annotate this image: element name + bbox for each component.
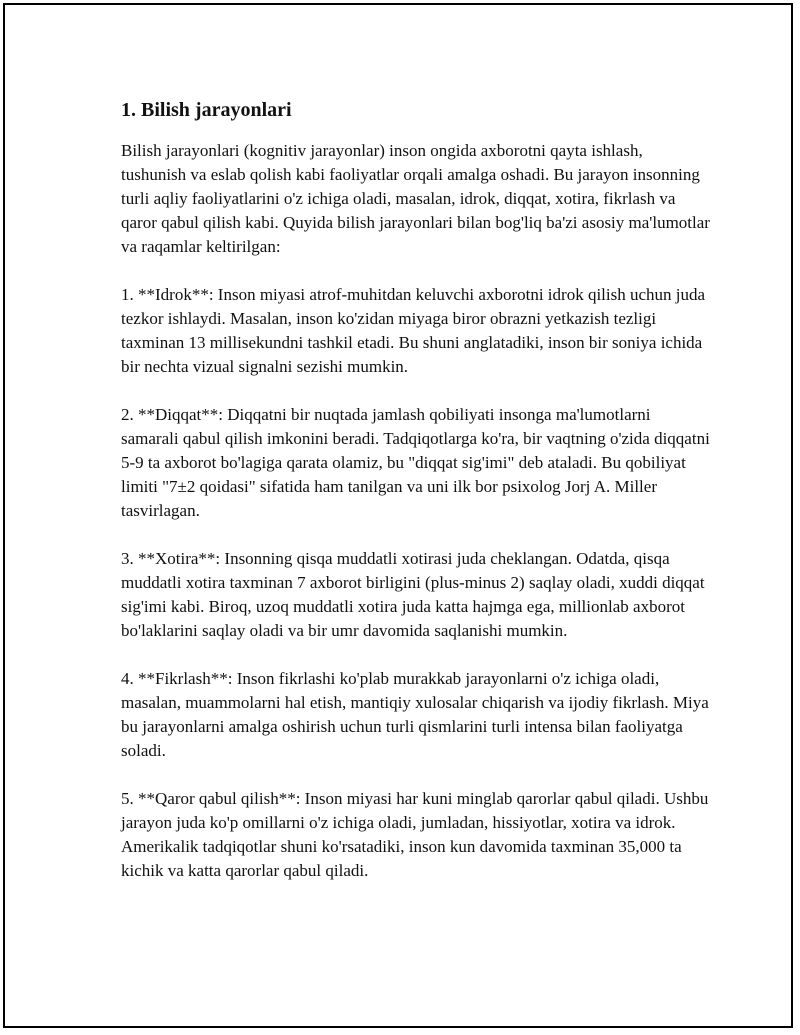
intro-paragraph: Bilish jarayonlari (kognitiv jarayonlar) inson ongida axborotni qayta ishlash, tushunish va eslab qolish kabi faoliyatlar orqali amalga oshadi. Bu jarayon insonning turli aqliy faoliyatlarini o'z ichiga oladi, masalan, idrok, diqqat, xotira, fikrlash va qaror qabul qilish kabi. Quyida bilish jarayonlari bilan bog'liq ba'zi asosiy ma'lumotlar va raqamlar keltirilgan: — [121, 141, 710, 256]
idrok-paragraph: 1. **Idrok**: Inson miyasi atrof-muhitdan keluvchi axborotni idrok qilish uchun juda tezkor ishlaydi. Masalan, inson ko'zidan miyaga biror obrazni yetkazish tezligi taxminan 13 millisekundni tashkil etadi. Bu shuni anglatadiki, inson bir soniya ichida bir nechta vizual signalni sezishi mumkin. — [121, 285, 706, 376]
document-page — [3, 3, 793, 1028]
diqqat-paragraph: 2. **Diqqat**: Diqqatni bir nuqtada jamlash qobiliyati insonga ma'lumotlarni samarali qabul qilish imkonini beradi. Tadqiqotlarga ko'ra, bir vaqtning o'zida diqqatni 5-9 ta axborot bo'lagiga qarata olamiz, bu "diqqat sig'imi" deb ataladi. Bu qobiliyat limiti "7±2 qoidasi" sifatida ham tanilgan va uni ilk bor psixolog Jorj A. Miller tasvirlagan. — [121, 405, 710, 520]
document-title: 1. Bilish jarayonlari — [121, 99, 292, 121]
qaror-paragraph: 5. **Qaror qabul qilish**: Inson miyasi har kuni minglab qarorlar qabul qiladi. Ushbu jarayon juda ko'p omillarni o'z ichiga oladi, jumladan, hissiyotlar, xotira va idrok. Amerikalik tadqiqotlar shuni ko'rsatadiki, inson kun davomida taxminan 35,000 ta kichik va katta qarorlar qabul qiladi. — [121, 789, 709, 880]
document-body — [121, 97, 711, 907]
fikrlash-paragraph: 4. **Fikrlash**: Inson fikrlashi ko'plab murakkab jarayonlarni o'z ichiga oladi, masalan, muammolarni hal etish, mantiqiy xulosalar chiqarish va ijodiy fikrlash. Miya bu jarayonlarni amalga oshirish uchun turli qismlarini turli intensa bilan faoliyatga soladi. — [121, 669, 709, 760]
xotira-paragraph: 3. **Xotira**: Insonning qisqa muddatli xotirasi juda cheklangan. Odatda, qisqa muddatli xotira taxminan 7 axborot birligini (plus-minus 2) saqlay oladi, xuddi diqqat sig'imi kabi. Biroq, uzoq muddatli xotira juda katta hajmga ega, millionlab axborot bo'laklarini saqlay oladi va bir umr davomida saqlanishi mumkin. — [121, 549, 705, 640]
